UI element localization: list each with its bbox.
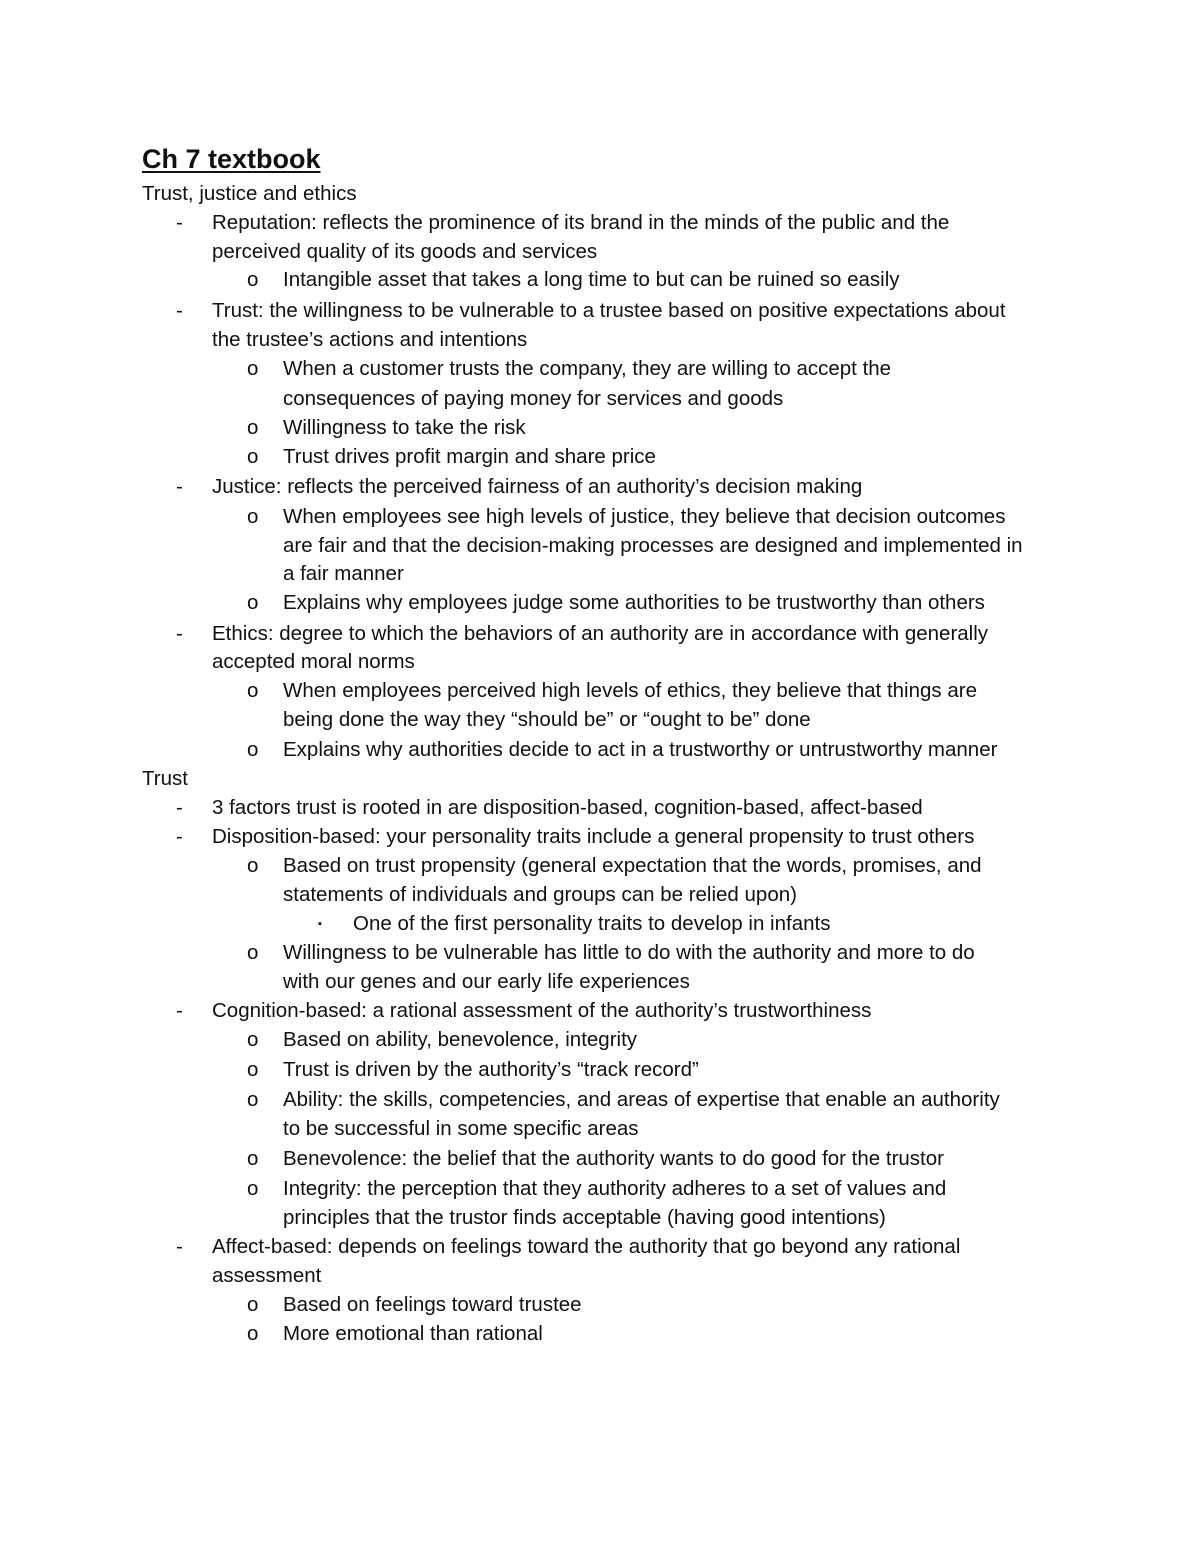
bullet-dash-icon: - bbox=[176, 299, 183, 322]
note-line: principles that the trustor finds acceptable (having good intentions) bbox=[283, 1206, 886, 1229]
note-line: Trust: the willingness to be vulnerable to a trustee based on positive expectations about bbox=[212, 299, 1006, 322]
bullet-circle-icon: o bbox=[247, 941, 259, 964]
note-line: Justice: reflects the perceived fairness of an authority’s decision making bbox=[212, 475, 863, 498]
bullet-circle-icon: o bbox=[247, 1177, 259, 1200]
note-line: 3 factors trust is rooted in are disposition-based, cognition-based, affect-based bbox=[212, 796, 923, 819]
section-heading: Trust bbox=[142, 767, 188, 790]
note-line: More emotional than rational bbox=[283, 1322, 543, 1345]
note-line: a fair manner bbox=[283, 562, 404, 585]
note-line: Benevolence: the belief that the authority wants to do good for the trustor bbox=[283, 1147, 944, 1170]
note-line: consequences of paying money for services and goods bbox=[283, 387, 784, 410]
note-line: perceived quality of its goods and services bbox=[212, 240, 598, 263]
bullet-circle-icon: o bbox=[247, 268, 259, 291]
section-heading: Trust, justice and ethics bbox=[142, 182, 357, 205]
bullet-dash-icon: - bbox=[176, 1235, 183, 1258]
note-line: Based on ability, benevolence, integrity bbox=[283, 1028, 638, 1051]
bullet-circle-icon: o bbox=[247, 591, 259, 614]
bullet-circle-icon: o bbox=[247, 1028, 259, 1051]
bullet-circle-icon: o bbox=[247, 1293, 259, 1316]
note-line: Affect-based: depends on feelings toward the authority that go beyond any rational bbox=[212, 1235, 961, 1258]
bullet-dash-icon: - bbox=[176, 475, 183, 498]
note-line: Intangible asset that takes a long time to but can be ruined so easily bbox=[283, 268, 900, 291]
note-line: Disposition-based: your personality traits include a general propensity to trust others bbox=[212, 825, 975, 848]
note-line: When a customer trusts the company, they are willing to accept the bbox=[283, 357, 892, 380]
note-line: When employees see high levels of justice, they believe that decision outcomes bbox=[283, 505, 1006, 528]
bullet-square-icon: ▪ bbox=[318, 918, 322, 930]
bullet-circle-icon: o bbox=[247, 445, 259, 468]
note-line: Ethics: degree to which the behaviors of an authority are in accordance with generally bbox=[212, 622, 989, 645]
note-line: Willingness to take the risk bbox=[283, 416, 526, 439]
note-line: Based on feelings toward trustee bbox=[283, 1293, 582, 1316]
note-line: the trustee’s actions and intentions bbox=[212, 328, 528, 351]
note-line: When employees perceived high levels of ethics, they believe that things are bbox=[283, 679, 977, 702]
bullet-dash-icon: - bbox=[176, 211, 183, 234]
bullet-circle-icon: o bbox=[247, 679, 259, 702]
note-line: Trust is driven by the authority’s “track record” bbox=[283, 1058, 699, 1081]
note-line: assessment bbox=[212, 1264, 322, 1287]
note-line: are fair and that the decision-making processes are designed and implemented in bbox=[283, 534, 1023, 557]
note-line: Ability: the skills, competencies, and areas of expertise that enable an authority bbox=[283, 1088, 1000, 1111]
bullet-circle-icon: o bbox=[247, 1147, 259, 1170]
bullet-circle-icon: o bbox=[247, 1058, 259, 1081]
note-line: Explains why authorities decide to act in a trustworthy or untrustworthy manner bbox=[283, 738, 998, 761]
note-line: statements of individuals and groups can be relied upon) bbox=[283, 883, 797, 906]
note-line: to be successful in some specific areas bbox=[283, 1117, 639, 1140]
bullet-dash-icon: - bbox=[176, 796, 183, 819]
note-line: Willingness to be vulnerable has little to do with the authority and more to do bbox=[283, 941, 975, 964]
note-line: One of the first personality traits to develop in infants bbox=[353, 912, 831, 935]
note-line: accepted moral norms bbox=[212, 650, 415, 673]
bullet-circle-icon: o bbox=[247, 1322, 259, 1345]
bullet-circle-icon: o bbox=[247, 357, 259, 380]
document-title: Ch 7 textbook bbox=[142, 144, 321, 174]
bullet-dash-icon: - bbox=[176, 622, 183, 645]
bullet-circle-icon: o bbox=[247, 854, 259, 877]
bullet-circle-icon: o bbox=[247, 738, 259, 761]
note-line: Integrity: the perception that they authority adheres to a set of values and bbox=[283, 1177, 947, 1200]
note-line: with our genes and our early life experiences bbox=[283, 970, 690, 993]
note-line: Reputation: reflects the prominence of its brand in the minds of the public and the bbox=[212, 211, 950, 234]
note-line: Based on trust propensity (general expectation that the words, promises, and bbox=[283, 854, 982, 877]
bullet-dash-icon: - bbox=[176, 999, 183, 1022]
note-line: Explains why employees judge some authorities to be trustworthy than others bbox=[283, 591, 985, 614]
bullet-circle-icon: o bbox=[247, 1088, 259, 1111]
bullet-circle-icon: o bbox=[247, 505, 259, 528]
note-line: Trust drives profit margin and share price bbox=[283, 445, 656, 468]
bullet-circle-icon: o bbox=[247, 416, 259, 439]
note-line: being done the way they “should be” or “ought to be” done bbox=[283, 708, 811, 731]
bullet-dash-icon: - bbox=[176, 825, 183, 848]
note-line: Cognition-based: a rational assessment of the authority’s trustworthiness bbox=[212, 999, 872, 1022]
